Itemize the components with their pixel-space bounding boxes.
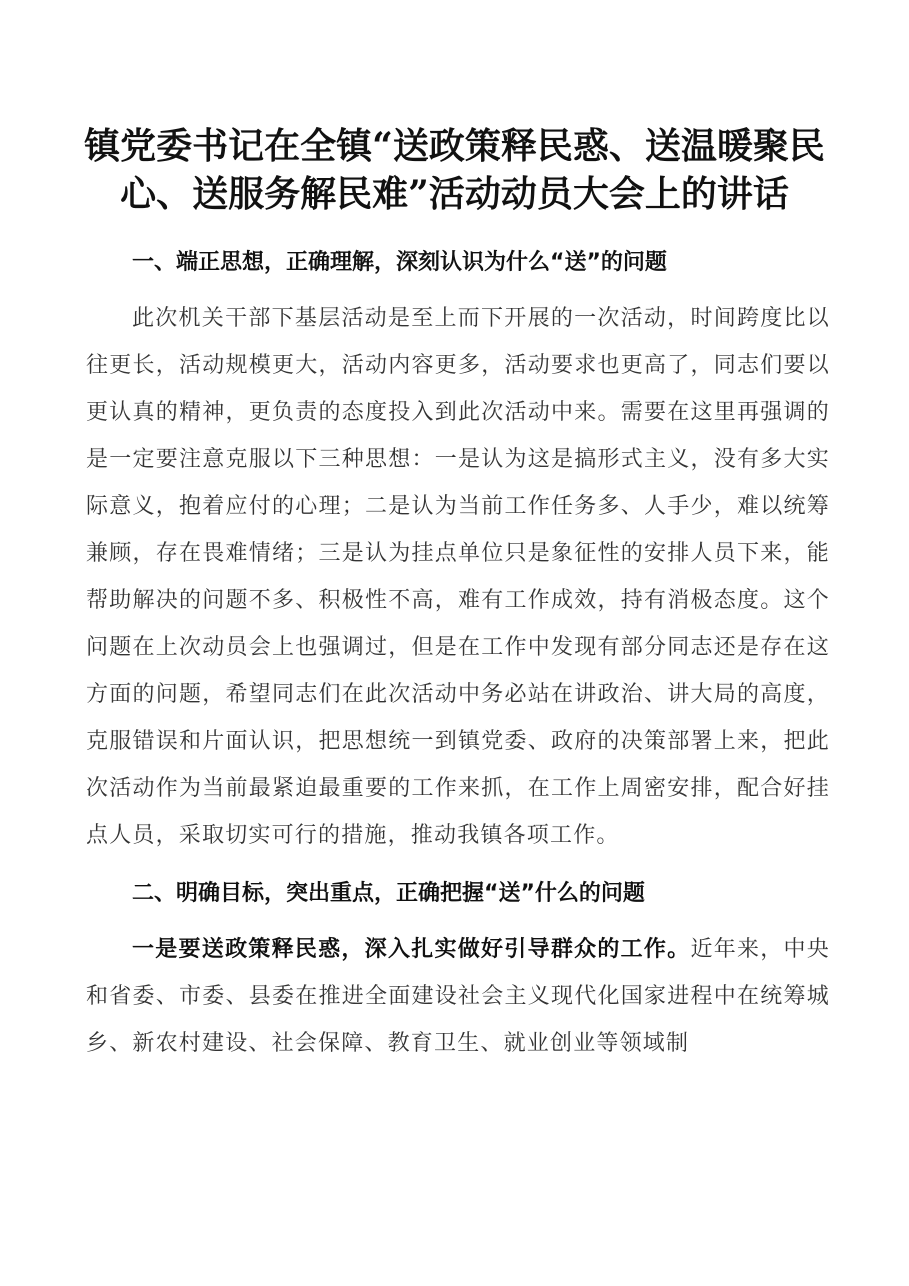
paragraph-text: 近年来，中央和省委、市委、县委在推进全面建设社会主义现代化国家进程中在统筹城乡、新农村建设、社会保障、教育卫生、就业创业等领域制 <box>86 937 830 1056</box>
paragraph-lead-text: 一是要送政策释民惑，深入扎实做好引导群众的工作。 <box>132 937 691 962</box>
body-paragraph-1: 此次机关干部下基层活动是至上而下开展的一次活动，时间跨度比以往更长，活动规模更大，活动内容更多，活动要求也更高了，同志们要以更认真的精神，更负责的态度投入到此次活动中来。需要在这里再强调的是一定要注意克服以下三种思想：一是认为这是搞形式主义，没有多大实际意义，抱着应付的心理；二是认为当前工作任务多、人手少，难以统筹兼顾，存在畏难情绪；三是认为挂点单位只是象征性的安排人员下来，能帮助解决的问题不多、积极性不高，难有工作成效，持有消极态度。这个问题在上次动员会上也强调过，但是在工作中发现有部分同志还是存在这方面的问题，希望同志们在此次活动中务必站在讲政治、讲大局的高度，克服错误和片面认识，把思想统一到镇党委、政府的决策部署上来，把此次活动作为当前最紧迫最重要的工作来抓，在工作上周密安排，配合好挂点人员，采取切实可行的措施，推动我镇各项工作。 <box>86 306 830 848</box>
section-heading-2: 二、明确目标，突出重点，正确把握“送”什么的问题 <box>132 881 645 906</box>
page-title: 镇党委书记在全镇“送政策释民惑、送温暖聚民心、送服务解民难”活动动员大会上的讲话 <box>84 125 825 215</box>
section-heading-1: 一、端正思想，正确理解，深刻认识为什么“送”的问题 <box>132 250 667 275</box>
body-paragraph-2 <box>86 926 830 1067</box>
document-body <box>86 248 830 1087</box>
